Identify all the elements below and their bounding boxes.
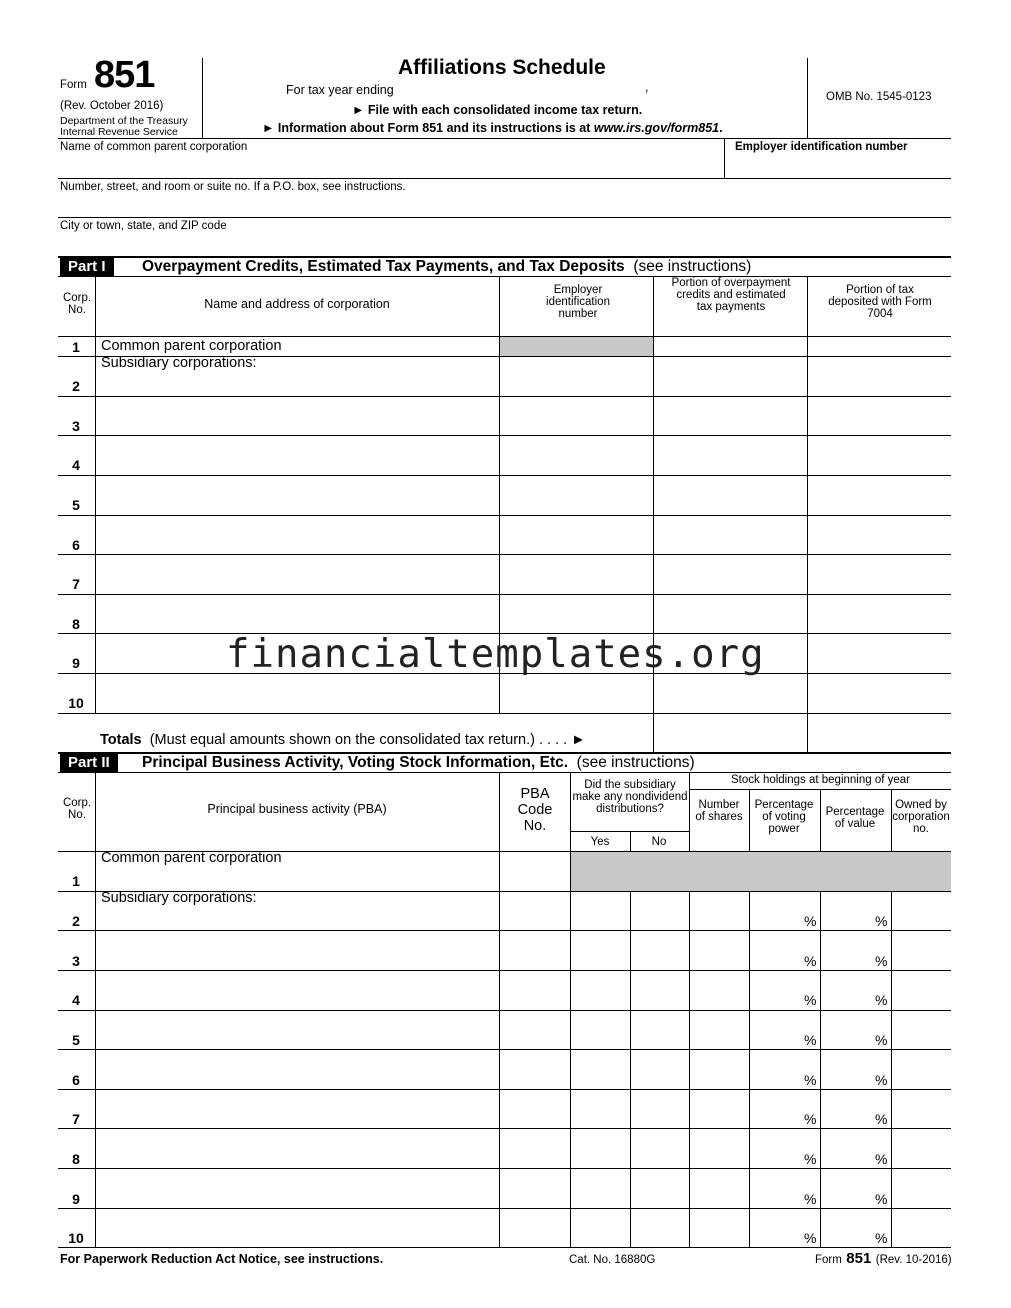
header-divider-right <box>807 58 808 138</box>
p1-row-number: 2 <box>72 378 80 394</box>
value-pct-symbol: % <box>875 1191 888 1207</box>
p2-row-number: 9 <box>72 1191 80 1207</box>
voting-pct-symbol: % <box>804 953 817 969</box>
tax-year-comma: , <box>645 80 649 94</box>
p2-col-pba: Principal business activity (PBA) <box>207 802 387 816</box>
ein-field[interactable] <box>725 139 951 179</box>
form-title: Affiliations Schedule <box>398 56 606 79</box>
watermark-text: financialtemplates.org <box>226 632 765 677</box>
p1-row-number: 9 <box>72 655 80 671</box>
omb-number: OMB No. 1545-0123 <box>826 91 932 103</box>
catalog-number: Cat. No. 16880G <box>569 1254 656 1266</box>
voting-pct-symbol: % <box>804 1032 817 1048</box>
dept-treasury: Department of the Treasury <box>60 115 188 127</box>
p1-row-number: 10 <box>68 695 84 711</box>
p2-row-number: 3 <box>72 953 80 969</box>
address-label: Number, street, and room or suite no. If a P.O. box, see instructions. <box>60 181 406 193</box>
parent-name-field[interactable] <box>58 139 724 179</box>
paperwork-notice: For Paperwork Reduction Act Notice, see instructions. <box>60 1252 384 1266</box>
value-pct-symbol: % <box>875 1111 888 1127</box>
p2-row-number: 1 <box>72 873 80 889</box>
form-label: Form <box>60 79 87 91</box>
p2-col-corp-no: Corp. No. <box>62 797 92 821</box>
p2-col-owned: Owned by corporation no. <box>892 799 950 835</box>
value-pct-symbol: % <box>875 913 888 929</box>
p1-subsidiary-label: Subsidiary corporations: <box>101 355 257 371</box>
p1-col-ein: Employer identification number <box>546 284 610 320</box>
p1-row-number: 1 <box>72 339 80 355</box>
p2-col-voting: Percentage of voting power <box>754 799 814 835</box>
voting-pct-symbol: % <box>804 1072 817 1088</box>
p1-col-7004: Portion of tax deposited with Form 7004 <box>828 284 932 320</box>
p2-row-number: 4 <box>72 992 80 1008</box>
p1-parent-label: Common parent corporation <box>101 338 282 354</box>
p2-subsidiary-label: Subsidiary corporations: <box>101 890 257 906</box>
p2-row-number: 5 <box>72 1032 80 1048</box>
file-instruction: ► File with each consolidated income tax return. <box>352 103 643 117</box>
value-pct-symbol: % <box>875 1230 888 1246</box>
part1-badge: Part I <box>60 257 114 276</box>
p2-col-distrib: Did the subsidiary make any nondividend distributions? <box>572 779 688 815</box>
voting-pct-symbol: % <box>804 1111 817 1127</box>
part2-title: Principal Business Activity, Voting Stock Information, Etc. (see instructions) <box>142 754 695 771</box>
p2-row-number: 6 <box>72 1072 80 1088</box>
p2-col-value: Percentage of value <box>825 806 885 830</box>
ein-label: Employer identification number <box>735 141 908 153</box>
p2-parent-label: Common parent corporation <box>101 850 282 866</box>
p1-row1-ein-shaded <box>500 337 653 356</box>
p2-col-shares: Number of shares <box>695 799 743 823</box>
city-field[interactable] <box>58 218 951 256</box>
p1-totals: Totals (Must equal amounts shown on the consolidated tax return.) . . . . ► <box>100 732 586 748</box>
form-revision: (Rev. October 2016) <box>60 100 164 112</box>
p1-row-number: 8 <box>72 616 80 632</box>
dept-irs: Internal Revenue Service <box>60 126 178 138</box>
p2-col-yes: Yes <box>590 836 610 848</box>
voting-pct-symbol: % <box>804 1230 817 1246</box>
part2-badge: Part II <box>60 753 118 772</box>
p1-row-number: 3 <box>72 418 80 434</box>
voting-pct-symbol: % <box>804 1151 817 1167</box>
p2-col-pba-code: PBA Code No. <box>517 786 553 834</box>
p2-row-number: 10 <box>68 1230 84 1246</box>
header-divider-left <box>202 58 203 138</box>
p1-row-number: 7 <box>72 576 80 592</box>
p1-col-overpayment: Portion of overpayment credits and estimated tax payments <box>671 277 791 313</box>
p2-row-number: 7 <box>72 1111 80 1127</box>
tax-year-label: For tax year ending <box>286 83 394 97</box>
value-pct-symbol: % <box>875 1032 888 1048</box>
voting-pct-symbol: % <box>804 913 817 929</box>
p1-row-number: 5 <box>72 497 80 513</box>
form-number: 851 <box>94 54 155 96</box>
p1-row-number: 4 <box>72 457 80 473</box>
voting-pct-symbol: % <box>804 1191 817 1207</box>
footer-form-id: Form 851 (Rev. 10-2016) <box>815 1250 952 1267</box>
p2-row-number: 2 <box>72 913 80 929</box>
address-field[interactable] <box>58 179 951 217</box>
p1-row-number: 6 <box>72 537 80 553</box>
p2-col-stock-group: Stock holdings at beginning of year <box>730 774 910 786</box>
value-pct-symbol: % <box>875 1072 888 1088</box>
p2-row1-shaded <box>571 852 951 891</box>
voting-pct-symbol: % <box>804 992 817 1008</box>
p1-col-corp-no: Corp. No. <box>62 292 92 316</box>
value-pct-symbol: % <box>875 1151 888 1167</box>
parent-name-label: Name of common parent corporation <box>60 141 248 153</box>
part1-title: Overpayment Credits, Estimated Tax Payments, and Tax Deposits (see instructions) <box>142 258 752 275</box>
irs-url-link[interactable]: www.irs.gov/form851 <box>593 121 720 135</box>
value-pct-symbol: % <box>875 992 888 1008</box>
value-pct-symbol: % <box>875 953 888 969</box>
p1-col-name: Name and address of corporation <box>204 297 390 311</box>
p2-row-number: 8 <box>72 1151 80 1167</box>
info-instruction: ► Information about Form 851 and its instructions is at www.irs.gov/form851. <box>262 121 723 135</box>
p2-col-no: No <box>651 836 667 848</box>
city-label: City or town, state, and ZIP code <box>60 220 227 232</box>
